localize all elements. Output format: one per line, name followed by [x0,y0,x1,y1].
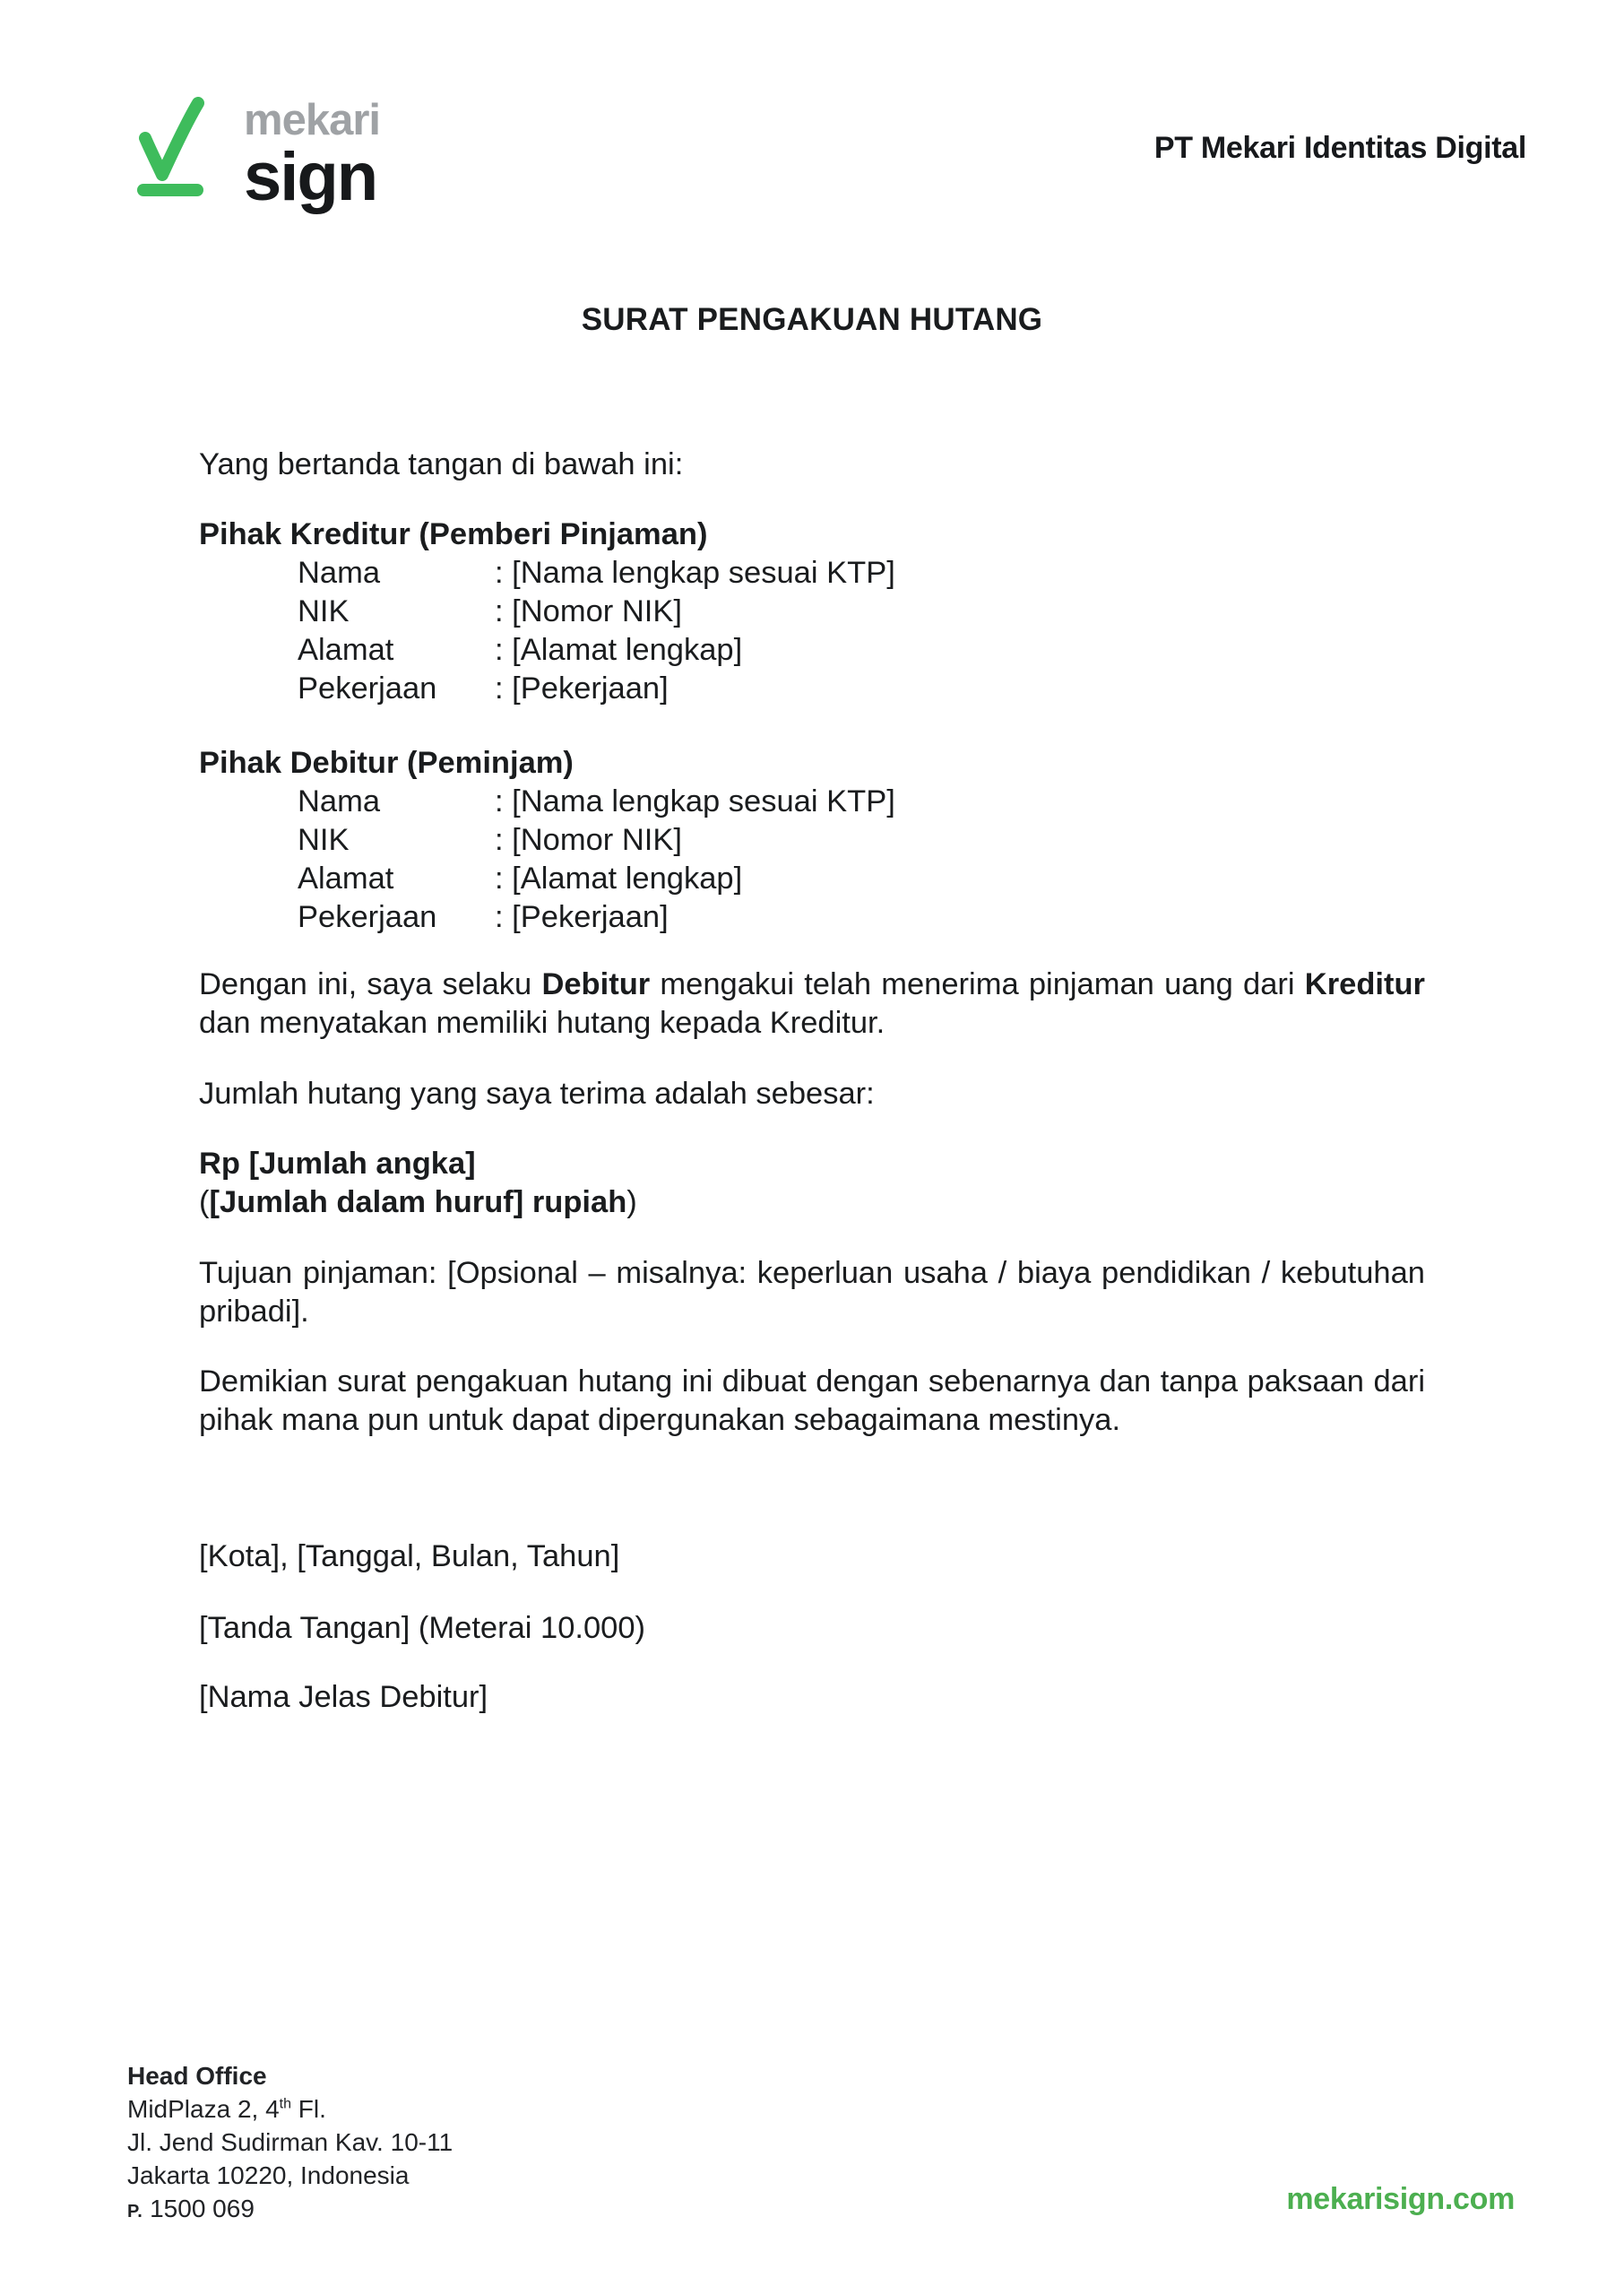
detail-row [199,783,1425,821]
detail-row [199,593,1425,631]
logo-word-sign: sign [244,139,377,215]
phone-number: 1500 069 [150,2195,255,2222]
debtor-name-line: [Nama Jelas Debitur] [199,1680,488,1714]
detail-row [199,860,1425,898]
intro-line: Yang bertanda tangan di bawah ini: [199,447,684,481]
address-line-2: Jl. Jend Sudirman Kav. 10-11 [127,2128,454,2156]
paren-close: ) [626,1185,637,1219]
document-title: SURAT PENGAKUAN HUTANG [581,302,1043,337]
paragraph-text: Dengan ini, saya selaku [199,967,542,1001]
closing-statement-paragraph: Demikian surat pengakuan hutang ini dibuat dengan sebenarnya dan tanpa paksaan dari pihak mana pun untuk dapat dipergunakan sebagaimana mestinya. [199,1364,1425,1437]
paren-open: ( [199,1185,210,1219]
detail-row [199,631,1425,670]
ordinal-superscript: th [279,2096,291,2112]
amount-words-line [199,1183,1425,1222]
debtor-section [199,744,1425,937]
detail-row [199,670,1425,708]
mekari-sign-logo [134,97,380,213]
phone-label: P. [127,2202,143,2221]
row-label: Alamat [298,862,394,896]
website-link[interactable]: mekarisign.com [1286,2182,1515,2216]
debtor-heading: Pihak Debitur (Peminjam) [199,746,574,780]
detail-row [199,898,1425,937]
amount-number-line: Rp [Jumlah angka] [199,1147,476,1181]
phone-line [127,2192,453,2229]
address-line-1 [127,2092,453,2126]
row-label: Pekerjaan [298,671,437,706]
row-label: NIK [298,823,350,857]
row-value: : [Pekerjaan] [495,900,669,934]
company-name: PT Mekari Identitas Digital [1153,131,1526,165]
address-line-3: Jakarta 10220, Indonesia [127,2161,410,2189]
row-label: Alamat [298,633,394,667]
footer-address [127,2059,453,2229]
row-value: : [Nomor NIK] [495,823,682,857]
head-office-heading: Head Office [127,2062,267,2090]
row-label: Pekerjaan [298,900,437,934]
paragraph-text: dan menyatakan memiliki hutang kepada Kreditur. [199,1006,885,1040]
signature-line: [Tanda Tangan] (Meterai 10.000) [199,1611,646,1645]
logo-wordmark [244,97,380,213]
check-icon [134,97,208,201]
loan-purpose-paragraph: Tujuan pinjaman: [Opsional – misalnya: keperluan usaha / biaya pendidikan / kebutuhan pribadi]. [199,1256,1425,1329]
logo-word-mekari: mekari [244,96,381,144]
place-date-line: [Kota], [Tanggal, Bulan, Tahun] [199,1539,620,1573]
creditor-section [199,515,1425,708]
amount-intro-line: Jumlah hutang yang saya terima adalah sebesar: [199,1077,875,1111]
row-value: : [Nama lengkap sesuai KTP] [495,556,895,590]
address-text: MidPlaza 2, 4 [127,2095,280,2123]
paragraph-text: mengakui telah menerima pinjaman uang dari [650,967,1305,1001]
row-label: NIK [298,594,350,628]
row-value: : [Alamat lengkap] [495,862,743,896]
row-value: : [Pekerjaan] [495,671,669,706]
row-value: : [Nama lengkap sesuai KTP] [495,784,895,818]
row-value: : [Alamat lengkap] [495,633,743,667]
amount-words-bold: [Jumlah dalam huruf] rupiah [209,1185,627,1219]
kreditur-bold: Kreditur [1304,967,1425,1001]
debitur-bold: Debitur [541,967,651,1001]
creditor-heading: Pihak Kreditur (Pemberi Pinjaman) [199,517,708,551]
detail-row [199,554,1425,593]
row-value: : [Nomor NIK] [495,594,682,628]
amount-section [199,1145,1425,1222]
row-label: Nama [298,556,381,590]
detail-row [199,821,1425,860]
row-label: Nama [298,784,381,818]
acknowledgment-paragraph [199,966,1425,1043]
address-text: Fl. [290,2095,326,2123]
